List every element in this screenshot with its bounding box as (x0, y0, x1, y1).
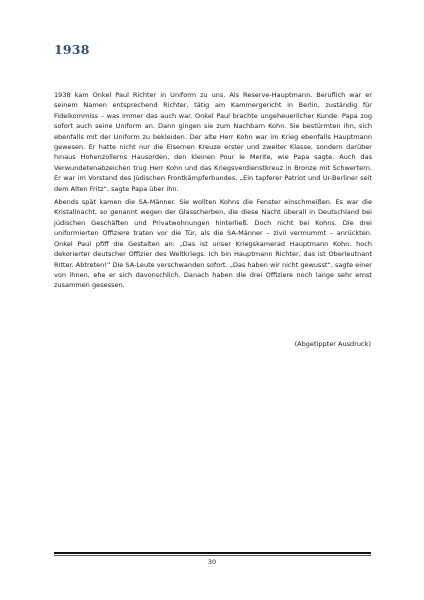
footer-rule-thin (54, 555, 371, 556)
footer-rule (54, 552, 371, 554)
paragraph: 1938 kam Onkel Paul Richter in Uniform zu uns. Als Reserve-Hauptmann. Beruflich war er seinem Namen entsprechend Richter, tätig am Kammergericht in Berlin, zuständig für Fideikommiss – was immer das auch war. Onkel Paul brachte ungeheuerlicher Kunde. Papa zog sofort auch seine Uniform an. Dann gingen sie zum Nachbarn Kohn. Sie bestürmten ihn, sich ebenfalls mit der Uniform zu bekleiden. Der alte Herr Kohn war im Krieg ebenfalls Hauptmann gewesen. Er hatte nicht nur die Eisernen Kreuze erster und zweiter Klasse, sondern darüber hinaus Hohenzollerns Hausorden, den kleinen Pour le Merite, wie Papa sagte. Auch das Verwundetenabzeichen trug Herr Kohn und das Kriegsverdienstkreuz in Bronze mit Schwertern. Er war im Vorstand des Jüdischen Frontkämpferbundes. „Ein tapferer Patriot und Ur-Berliner seit dem Alten Fritz“, sagte Papa über ihn. (54, 91, 372, 193)
page-number: 30 (207, 558, 217, 566)
paragraph: Abends spät kamen die SA-Männer. Sie wollten Kohns die Fenster einschmeißen. Es war die Kristallnacht, so genannt wegen der Glasscherben, die diese Nacht überall in Deutschland bei jüdischen Geschäften und Privatwohnungen hinterließ. Doch nicht bei Kohns. Die drei uniformierten Offiziere traten vor die Tür, als die SA-Männer – ziviI vermummt – anrückten. Onkel Paul pfiff die Gestalten an: „Das ist unser Kriegskamerad Hauptmann Kohn, hoch dekorierter deutscher Offizier des Weltkriegs. Ich bin Hauptmann Richter, das ist Oberleutnant Ritter. Abtreten!“ Die SA-Leute verschwanden sofort. „Das haben wir nicht gewusst“, sagte einer von ihnen, ehe er sich davonschlich. Danach haben die drei Offiziere noch lange sehr ernst zusammen gesessen. (54, 198, 372, 290)
chapter-heading: 1938 (54, 42, 90, 57)
body-text (54, 90, 372, 294)
source-note: (Abgetippter Ausdruck) (294, 340, 371, 348)
